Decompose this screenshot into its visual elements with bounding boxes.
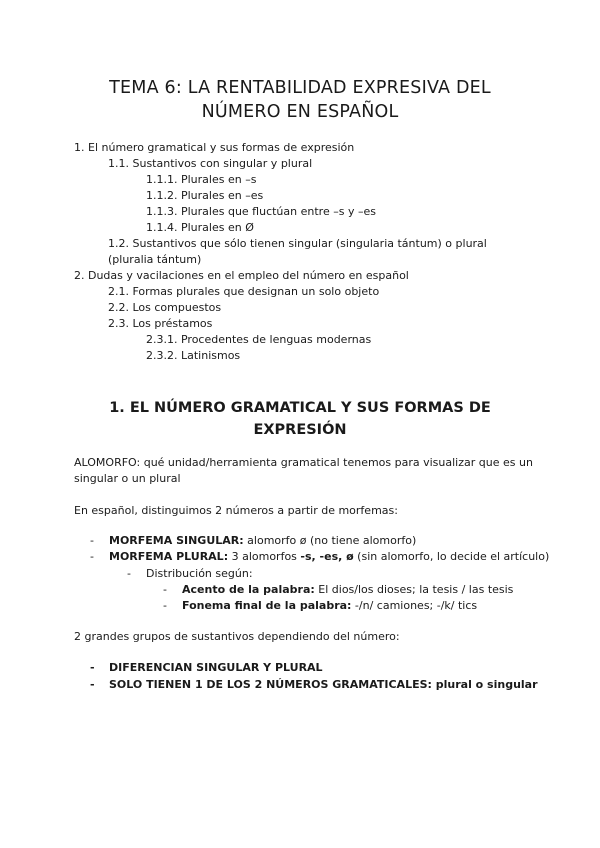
bullet-dash: - [163, 583, 167, 596]
toc-item-1-1-1: 1.1.1. Plurales en –s [146, 173, 257, 186]
intro-paragraph: En español, distinguimos 2 números a partir de morfemas: [74, 504, 398, 517]
toc-item-2-1: 2.1. Formas plurales que designan un solo objeto [108, 285, 380, 298]
plural-text-2: (sin alomorfo, lo decide el artículo) [353, 550, 550, 563]
acento-label: Acento de la palabra: [182, 583, 315, 596]
document-title [60, 76, 540, 124]
grupos-intro: 2 grandes grupos de sustantivos dependiendo del número: [74, 630, 400, 643]
toc-item-1-1: 1.1. Sustantivos con singular y plural [108, 157, 313, 170]
bullet-dash: - [163, 599, 167, 612]
toc-item-1-1-2: 1.1.2. Plurales en –es [146, 189, 264, 202]
title-line-1: TEMA 6: LA RENTABILIDAD EXPRESIVA DEL [109, 78, 491, 98]
toc-item-2-3-2: 2.3.2. Latinismos [146, 349, 241, 362]
toc-item-2-3-1: 2.3.1. Procedentes de lenguas modernas [146, 333, 372, 346]
fonema-label: Fonema final de la palabra: [182, 599, 352, 612]
bullet-dash: - [90, 534, 94, 547]
acento-text: El dios/los dioses; la tesis / las tesis [314, 583, 514, 596]
grupo-2-text: SOLO TIENEN 1 DE LOS 2 NÚMEROS GRAMATICALES: plural o singular [109, 678, 538, 691]
fonema-text: -/n/ camiones; -/k/ tics [351, 599, 478, 612]
grupo-1-text: DIFERENCIAN SINGULAR Y PLURAL [109, 661, 323, 674]
plural-forms: -s, -es, ø [300, 550, 354, 563]
bullet-dash: - [90, 678, 95, 691]
toc-item-2-3: 2.3. Los préstamos [108, 317, 213, 330]
toc-item-1: 1. El número gramatical y sus formas de expresión [74, 141, 355, 154]
singular-text: alomorfo ø (no tiene alomorfo) [243, 534, 417, 547]
bullet-dash: - [90, 661, 95, 674]
toc-item-1-2: 1.2. Sustantivos que sólo tienen singular (singularia tántum) o plural (pluralia tántum) [108, 237, 487, 266]
toc-item-1-1-3: 1.1.3. Plurales que fluctúan entre –s y –es [146, 205, 376, 218]
title-line-2: NÚMERO EN ESPAÑOL [201, 102, 399, 122]
bullet-dash: - [127, 567, 131, 580]
section-heading [70, 397, 530, 441]
plural-text-1: 3 alomorfos [228, 550, 301, 563]
distribucion-text: Distribución según: [146, 567, 253, 580]
toc-item-1-1-4: 1.1.4. Plurales en Ø [146, 221, 254, 234]
singular-label: MORFEMA SINGULAR: [109, 534, 244, 547]
section-heading-line-1: 1. EL NÚMERO GRAMATICAL Y SUS FORMAS DE [109, 400, 491, 416]
toc-item-2: 2. Dudas y vacilaciones en el empleo del número en español [74, 269, 409, 282]
plural-label: MORFEMA PLURAL: [109, 550, 229, 563]
section-heading-line-2: EXPRESIÓN [253, 422, 347, 438]
bullet-dash: - [90, 550, 94, 563]
toc-item-2-2: 2.2. Los compuestos [108, 301, 222, 314]
alomorfo-definition: ALOMORFO: qué unidad/herramienta gramatical tenemos para visualizar que es un singular o un plural [74, 456, 533, 485]
